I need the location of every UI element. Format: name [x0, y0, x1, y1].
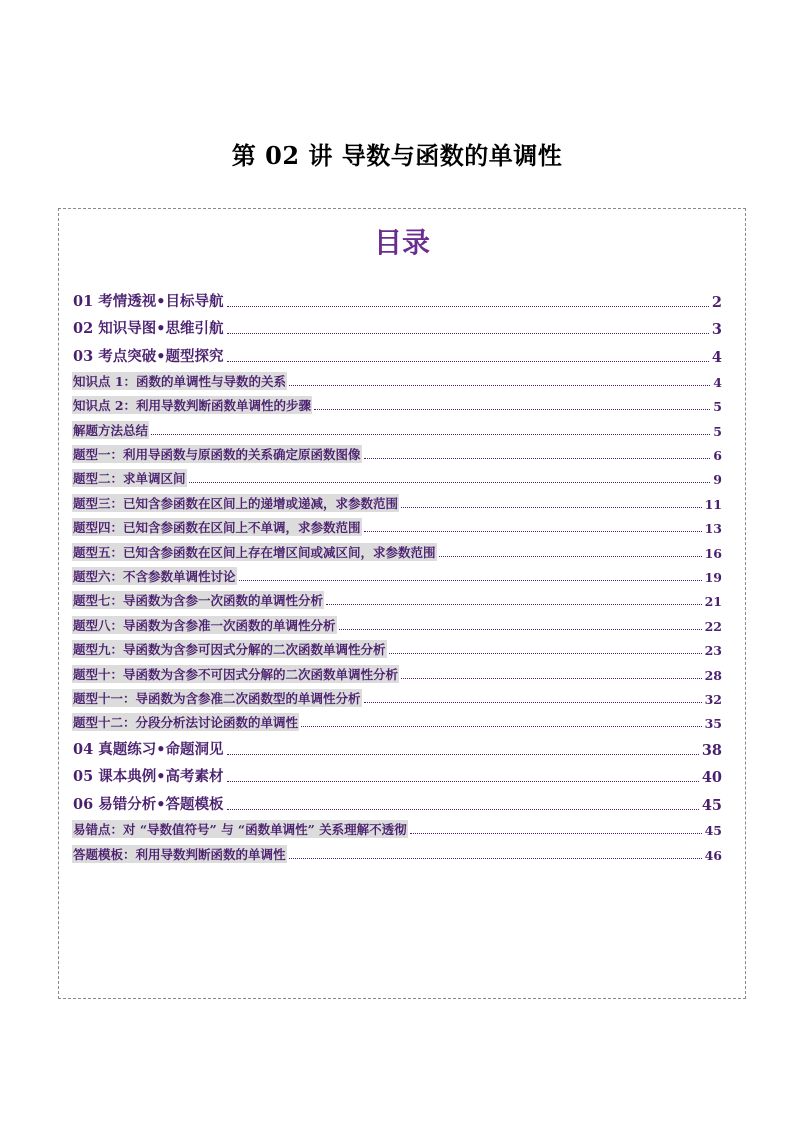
toc-entry[interactable] [72, 759, 722, 787]
toc-leader-dots [289, 385, 710, 386]
toc-leader-dots [389, 653, 702, 654]
toc-entry[interactable] [72, 439, 722, 463]
toc-leader-dots [227, 809, 699, 810]
toc-entry[interactable] [72, 366, 722, 390]
toc-entry-page: 4 [711, 348, 722, 366]
toc-entry-page: 19 [704, 570, 722, 586]
toc-entry-label: 答题模板：利用导数判断函数的单调性 [73, 846, 286, 862]
toc-entry-page: 5 [713, 399, 722, 415]
toc-leader-dots [364, 531, 702, 532]
toc-entry-page: 32 [704, 691, 722, 707]
toc-entry-page: 16 [704, 545, 722, 561]
toc-entry-label: 04 真题练习•命题洞见 [73, 740, 224, 758]
toc-leader-dots [151, 434, 710, 435]
toc-entry-label: 题型十二：分段分析法讨论函数的单调性 [73, 715, 299, 731]
toc-entry-page: 6 [713, 448, 722, 464]
toc-entry[interactable] [72, 487, 722, 511]
toc-entry-page: 45 [704, 823, 722, 839]
toc-list [72, 283, 722, 863]
toc-entry-label: 题型三：已知含参函数在区间上的递增或递减，求参数范围 [73, 495, 399, 511]
toc-entry-label: 03 考点突破•题型探究 [73, 347, 224, 365]
toc-entry-page: 4 [713, 374, 722, 390]
toc-entry[interactable] [72, 536, 722, 560]
toc-entry-page: 28 [704, 667, 722, 683]
toc-entry-page: 21 [704, 594, 722, 610]
toc-entry-page: 3 [711, 321, 722, 338]
toc-leader-dots [227, 361, 709, 362]
toc-entry-label: 06 易错分析•答题模板 [73, 795, 224, 813]
toc-entry-label: 题型六：不含参数单调性讨论 [73, 569, 236, 585]
toc-entry[interactable] [72, 838, 722, 862]
toc-entry-label: 题型十一：导函数为含参准二次函数型的单调性分析 [73, 690, 361, 706]
toc-entry-page: 38 [701, 741, 722, 759]
toc-leader-dots [239, 580, 702, 581]
toc-entry[interactable] [72, 609, 722, 633]
toc-entry-label: 02 知识导图•思维引航 [73, 320, 224, 337]
toc-leader-dots [439, 556, 702, 557]
toc-entry[interactable] [72, 683, 722, 707]
toc-entry[interactable] [72, 311, 722, 339]
toc-entry[interactable] [72, 561, 722, 585]
toc-leader-dots [401, 507, 702, 508]
toc-entry[interactable] [72, 338, 722, 366]
toc-entry[interactable] [72, 283, 722, 311]
toc-entry[interactable] [72, 814, 722, 838]
toc-entry-label: 题型二：求单调区间 [73, 471, 186, 487]
toc-entry-label: 01 考情透视•目标导航 [73, 292, 224, 310]
toc-entry-label: 题型五：已知含参函数在区间上存在增区间或减区间，求参数范围 [73, 544, 436, 560]
toc-leader-dots [227, 781, 699, 782]
toc-entry-label: 题型七：导函数为含参一次函数的单调性分析 [73, 593, 324, 609]
toc-entry-page: 2 [711, 293, 722, 311]
toc-entry-label: 解题方法总结 [73, 422, 149, 438]
toc-entry-page: 22 [704, 618, 722, 634]
toc-entry[interactable] [72, 390, 722, 414]
toc-entry-label: 题型四：已知含参函数在区间上不单调，求参数范围 [73, 520, 361, 536]
toc-entry-page: 9 [713, 472, 722, 488]
toc-leader-dots [364, 458, 711, 459]
toc-entry-label: 题型八：导函数为含参准一次函数的单调性分析 [73, 617, 336, 633]
toc-entry[interactable] [72, 512, 722, 536]
toc-leader-dots [326, 604, 702, 605]
toc-entry-page: 35 [704, 716, 722, 732]
toc-leader-dots [410, 833, 702, 834]
toc-entry-page: 5 [713, 423, 722, 439]
toc-entry-label: 05 课本典例•高考素材 [73, 768, 224, 786]
page-title: 第 02 讲 导数与函数的单调性 [231, 141, 563, 170]
toc-leader-dots [227, 333, 709, 334]
toc-entry-page: 13 [704, 521, 722, 537]
toc-entry-label: 易错点：对 “导数值符号” 与 “函数单调性” 关系理解不透彻 [73, 822, 407, 838]
toc-entry[interactable] [72, 786, 722, 814]
toc-entry-label: 知识点 1：函数的单调性与导数的关系 [73, 373, 287, 389]
table-of-contents [58, 208, 746, 999]
toc-entry[interactable] [72, 658, 722, 682]
toc-leader-dots [189, 482, 711, 483]
toc-entry[interactable] [72, 414, 722, 438]
toc-entry-page: 40 [701, 769, 722, 787]
toc-leader-dots [314, 409, 710, 410]
toc-leader-dots [301, 726, 702, 727]
toc-entry-label: 题型一：利用导函数与原函数的关系确定原函数图像 [73, 447, 361, 463]
toc-entry-page: 46 [704, 847, 722, 863]
toc-entry-label: 题型九：导函数为含参可因式分解的二次函数单调性分析 [73, 642, 386, 658]
toc-entry[interactable] [72, 634, 722, 658]
toc-entry[interactable] [72, 707, 722, 731]
toc-leader-dots [401, 678, 702, 679]
toc-leader-dots [227, 754, 699, 755]
toc-entry-label: 知识点 2：利用导数判断函数单调性的步骤 [73, 398, 312, 414]
toc-entry-page: 11 [704, 496, 722, 512]
toc-leader-dots [364, 702, 702, 703]
toc-leader-dots [289, 858, 702, 859]
toc-entry-page: 45 [701, 796, 722, 814]
toc-heading: 目录 [373, 226, 430, 259]
toc-entry[interactable] [72, 463, 722, 487]
toc-leader-dots [339, 629, 702, 630]
toc-entry-label: 题型十：导函数为含参不可因式分解的二次函数单调性分析 [73, 666, 399, 682]
toc-entry[interactable] [72, 585, 722, 609]
toc-leader-dots [227, 306, 709, 307]
toc-entry[interactable] [72, 731, 722, 759]
toc-entry-page: 23 [704, 643, 722, 659]
